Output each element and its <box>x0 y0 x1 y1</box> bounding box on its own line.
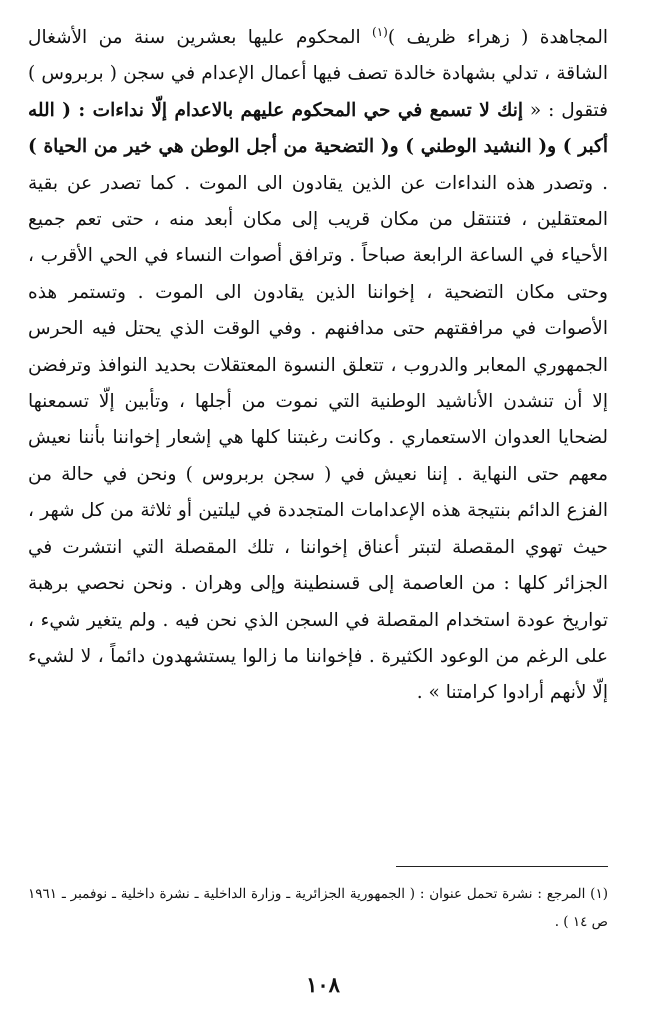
footnote: (١) المرجع : نشرة تحمل عنوان : ( الجمهورية الجزائرية ـ وزارة الداخلية ـ نشرة داخلية ـ نوفمبر ـ ١٩٦١ ص ١٤ ) . <box>28 886 608 930</box>
main-paragraph <box>28 20 608 712</box>
paragraph-text-intro: المحكوم عليها بعشرين سنة من الأشغال الشاقة ، تدلي بشهادة خالدة تصف فيها أعمال الإعدام في سجن ( بربروس ) فتقول : « <box>28 27 608 121</box>
bold-quoted-chants: إنك لا تسمع في حي المحكوم عليهم بالاعدام إلّا نداءات : ( الله أكبر ) و( النشيد الوطني ) و( التضحية من أجل الوطن هي خير من الحياة ) <box>28 99 608 158</box>
paragraph-text-testimony: . وتصدر هذه النداءات عن الذين يقادون الى الموت . كما تصدر عن بقية المعتقلين ، فتنتقل من مكان قريب إلى مكان أبعد منه ، حتى تعم جميع الأحياء في الساعة الرابعة صباحاً . وترافق أصوات النساء في الحي الأقرب ، وحتى مكان التضحية ، إخواننا الذين يقادون الى الموت . وتستمر هذه الأصوات في مرافقتهم حتى مدافنهم . وفي الوقت الذي يحتل فيه الحرس الجمهوري المعابر والدروب ، تتعلق النسوة المعتقلات بحديد النوافذ وترفضن إلا أن تنشدن الأناشيد الوطنية التي نموت من أجلها ، وتأبين إلّا تسمعنها لضحايا العدوان الاستعماري . وكانت رغبتنا كلها هي إشعار إخواننا بأننا نعيش معهم حتى النهاية . إننا نعيش في ( سجن بربروس ) ونحن في حالة من الفزع الدائم بنتيجة هذه الإعدامات المتجددة في ليلتين أو ثلاثة من كل شهر ، حيث تهوي المقصلة لتبتر أعناق إخواننا ، تلك المقصلة التي انتشرت في الجزائر كلها : من العاصمة إلى قسنطينة وإلى وهران . ونحن نحصي برهبة تواريخ عودة استخدام المقصلة في السجن الذي نحن فيه . ولم يتغير شيء ، على الرغم من الوعود الكثيرة . فإخواننا ما زالوا يستشهدون دائماً ، لا لشيء إلّا لأنهم أرادوا كرامتنا » . <box>28 172 608 704</box>
paragraph-text-start: المجاهدة ( زهراء ظريف ) <box>387 27 608 48</box>
footnote-reference: (١) <box>372 24 388 39</box>
footnote-divider <box>396 866 608 867</box>
page-number: ١٠٨ <box>306 972 340 997</box>
